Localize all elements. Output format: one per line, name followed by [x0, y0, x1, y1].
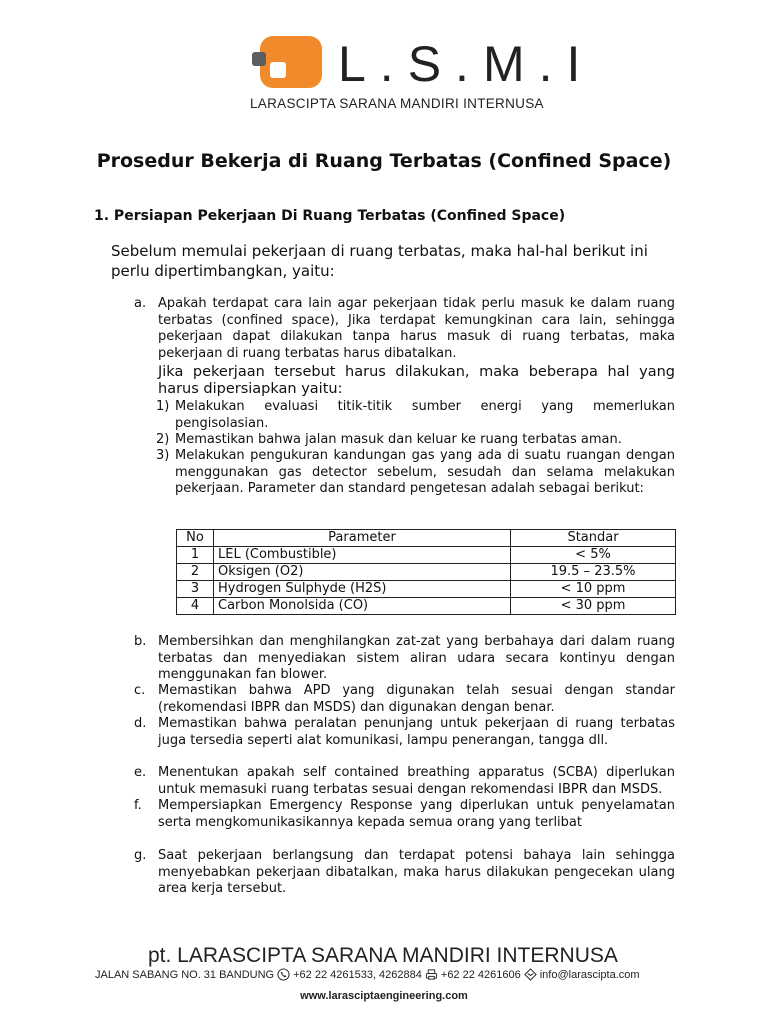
logo-mark-icon	[248, 32, 324, 92]
document-title: Prosedur Bekerja di Ruang Terbatas (Confined Space)	[96, 150, 672, 172]
list-item-label: c.	[134, 683, 146, 698]
list-item-label: b.	[134, 634, 147, 649]
list-item-text: Menentukan apakah self contained breathing apparatus (SCBA) diperlukan untuk memasuki ruang terbatas sesuai dengan rekomendasi IBPR dan MSDS.	[158, 765, 675, 797]
sub-item-2	[156, 432, 675, 449]
followup-text: Jika pekerjaan tersebut harus dilakukan, maka beberapa hal yang harus dipersiapkan yaitu:	[158, 364, 675, 397]
cell-standar: < 10 ppm	[511, 581, 676, 598]
list-item-text: Saat pekerjaan berlangsung dan terdapat potensi bahaya lain sehingga menyebabkan pekerjaan dibatalkan, maka harus dilakukan pengecekan ulang area kerja tersebut.	[158, 848, 675, 896]
sub-item-text: Memastikan bahwa jalan masuk dan keluar ke ruang terbatas aman.	[175, 432, 622, 447]
list-item-label: d.	[134, 716, 147, 731]
cell-standar: 19.5 – 23.5%	[511, 564, 676, 581]
sub-item-1	[156, 399, 675, 432]
section-intro: Sebelum memulai pekerjaan di ruang terbatas, maka hal-hal berikut ini perlu dipertimbangkan, yaitu:	[111, 242, 648, 280]
list-item-b	[134, 634, 675, 684]
list-item-label: f.	[134, 798, 142, 813]
sub-item-label: 2)	[156, 432, 170, 447]
cell-parameter: Oksigen (O2)	[214, 564, 511, 581]
sub-item-label: 3)	[156, 448, 170, 463]
list-item-c	[134, 683, 675, 716]
list-item-text: Apakah terdapat cara lain agar pekerjaan tidak perlu masuk ke dalam ruang terbatas (confined space), Jika terdapat kemungkinan cara lain, sehingga pekerjaan dapat dilakukan tanpa harus masuk di ruang terbatas, maka pekerjaan di ruang terbatas harus dibatalkan.	[158, 296, 675, 361]
sub-item-text: Melakukan evaluasi titik-titik sumber energi yang memerlukan pengisolasian.	[175, 399, 675, 431]
sub-item-label: 1)	[156, 399, 170, 414]
footer-fax: +62 22 4261606	[440, 968, 521, 981]
list-item-text: Memastikan bahwa peralatan penunjang untuk pekerjaan di ruang terbatas juga tersedia seperti alat komunikasi, lampu penerangan, tangga dll.	[158, 716, 675, 748]
email-icon	[524, 968, 537, 981]
logo-text: L.S.M.I	[338, 36, 595, 92]
list-item-text: Mempersiapkan Emergency Response yang diperlukan untuk penyelamatan serta mengkomunikasikannya kepada semua orang yang terlibat	[158, 798, 675, 830]
fax-icon	[425, 968, 438, 981]
table-row	[177, 581, 676, 598]
footer-company-name: pt. LARASCIPTA SARANA MANDIRI INTERNUSA	[148, 944, 618, 967]
footer-phone: +62 22 4261533, 4262884	[293, 968, 422, 981]
cell-standar: < 30 ppm	[511, 598, 676, 615]
cell-no: 1	[177, 547, 214, 564]
footer-email: info@larascipta.com	[539, 968, 640, 981]
company-logo	[248, 32, 595, 122]
cell-parameter: Carbon Monolsida (CO)	[214, 598, 511, 615]
table-row	[177, 547, 676, 564]
section-heading: 1. Persiapan Pekerjaan Di Ruang Terbatas (Confined Space)	[94, 208, 566, 224]
cell-standar: < 5%	[511, 547, 676, 564]
cell-parameter: Hydrogen Sulphyde (H2S)	[214, 581, 511, 598]
list-item-e	[134, 765, 675, 798]
list-item-label: a.	[134, 296, 147, 311]
cell-no: 3	[177, 581, 214, 598]
list-item-a	[134, 296, 675, 362]
parameter-table	[176, 529, 676, 615]
list-item-text: Memastikan bahwa APD yang digunakan telah sesuai dengan standar (rekomendasi IBPR dan MSDS) dan digunakan dengan benar.	[158, 683, 675, 715]
cell-no: 2	[177, 564, 214, 581]
list-item-g	[134, 848, 675, 898]
footer-website: www.larasciptaengineering.com	[300, 990, 468, 1002]
list-item-label: e.	[134, 765, 147, 780]
logo-subtitle: LARASCIPTA SARANA MANDIRI INTERNUSA	[250, 96, 544, 111]
cell-no: 4	[177, 598, 214, 615]
list-item-label: g.	[134, 848, 147, 863]
cell-parameter: LEL (Combustible)	[214, 547, 511, 564]
column-header-standar: Standar	[511, 530, 676, 547]
footer-address: JALAN SABANG NO. 31 BANDUNG	[95, 968, 275, 981]
table-row	[177, 564, 676, 581]
table-row	[177, 598, 676, 615]
sub-item-text: Melakukan pengukuran kandungan gas yang ada di suatu ruangan dengan menggunakan gas detector sebelum, sesudah dan selama melakukan pekerjaan. Parameter dan standard pengetesan adalah sebagai berikut:	[175, 448, 675, 496]
list-item-d	[134, 716, 675, 749]
list-item-f	[134, 798, 675, 831]
column-header-parameter: Parameter	[214, 530, 511, 547]
footer-contact-line	[95, 968, 640, 981]
table-header-row	[177, 530, 676, 547]
column-header-no: No	[177, 530, 214, 547]
phone-icon	[277, 968, 290, 981]
list-item-text: Membersihkan dan menghilangkan zat-zat yang berbahaya dari dalam ruang terbatas dan menyediakan sistem aliran udara secara kontinyu dengan menggunakan fan blower.	[158, 634, 675, 682]
sub-item-3	[156, 448, 675, 498]
